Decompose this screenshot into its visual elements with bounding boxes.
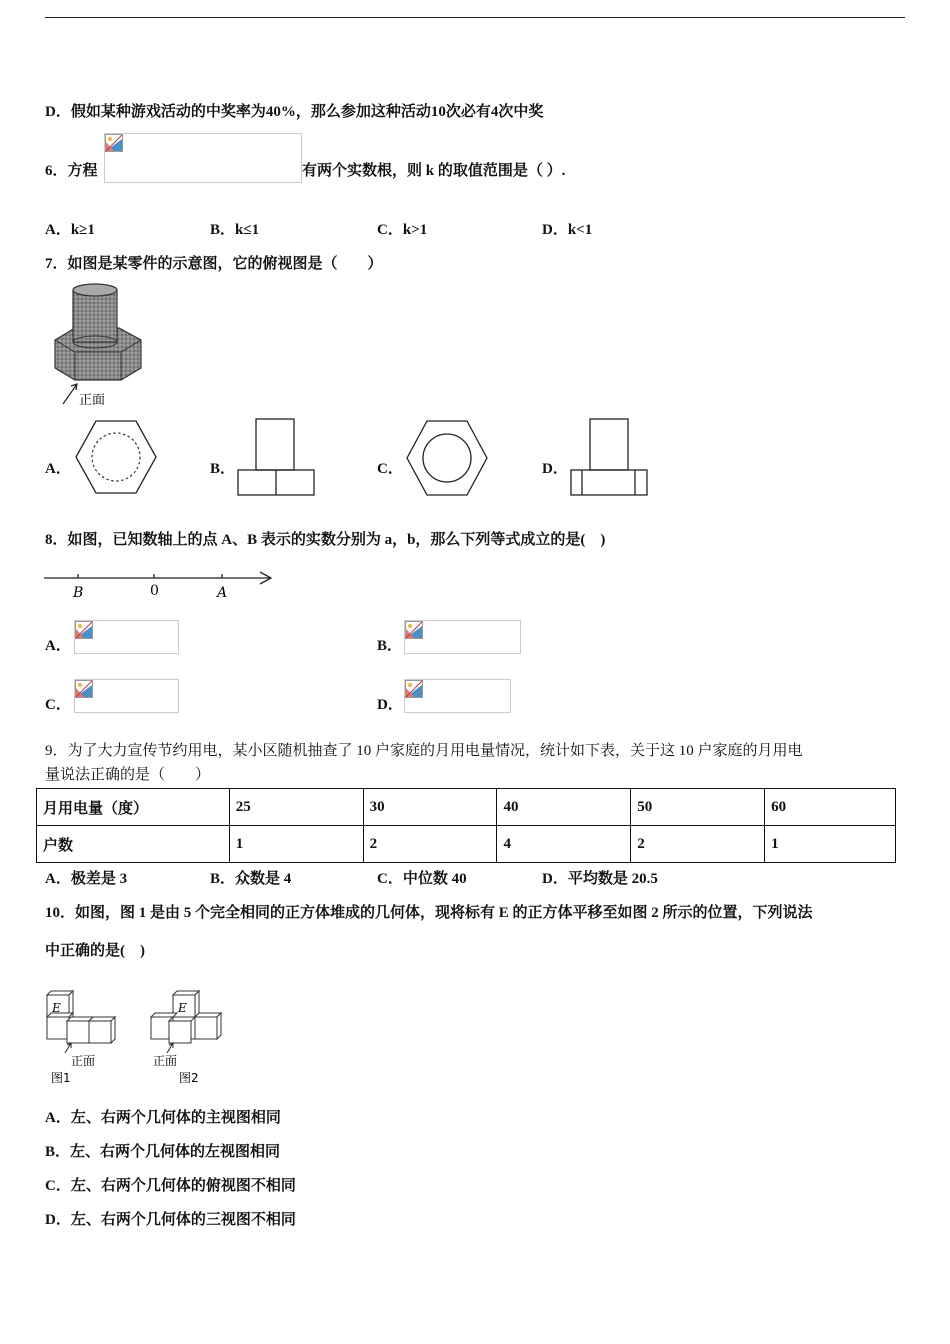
q9-data-table	[36, 788, 896, 863]
q10-option-c: C．左、右两个几何体的俯视图不相同	[45, 1178, 296, 1194]
broken-image-icon	[75, 621, 93, 639]
q10-option-a: A．左、右两个几何体的主视图相同	[45, 1110, 281, 1126]
q10-fig1-caption: 图1	[51, 1071, 71, 1085]
q8-label-b: B	[73, 585, 84, 601]
table-row	[37, 789, 896, 826]
broken-image-icon	[405, 621, 423, 639]
q8-option-a-letter: A．	[45, 638, 71, 654]
q5-option-d: D．假如某种游戏活动的中奖率为40%，那么参加这种活动10次必有4次中奖	[45, 104, 544, 120]
table-cell: 30	[363, 789, 497, 826]
q8-option-c-letter: C．	[45, 697, 71, 713]
q6-suffix: 有两个实数根，则 k 的取值范围是（ ）.	[302, 163, 566, 179]
table-cell: 2	[631, 826, 765, 863]
q7-option-b-letter: B．	[210, 461, 236, 477]
q7-option-d-letter: D．	[542, 461, 568, 477]
q8-stem: 8．如图，已知数轴上的点 A、B 表示的实数分别为 a，b，那么下列等式成立的是( )	[45, 532, 606, 548]
q8-option-d-image	[404, 679, 511, 713]
q7-option-c-letter: C．	[377, 461, 403, 477]
q10-fig2-caption: 图2	[179, 1071, 199, 1085]
q7-option-d-figure	[568, 417, 650, 499]
q6-equation-image	[104, 133, 302, 183]
q10-fig1-e-label: E	[52, 1001, 61, 1015]
q8-label-a: A	[217, 585, 228, 601]
q7-option-b-figure	[236, 417, 318, 499]
q10-stem-line2: 中正确的是( )	[45, 943, 145, 959]
q9-option-b: B．众数是 4	[210, 871, 292, 887]
q7-part-figure	[45, 282, 147, 410]
q6-option-d: D．k<1	[542, 222, 593, 238]
q6-prefix: 6．方程	[45, 163, 98, 179]
table-cell: 4	[497, 826, 631, 863]
q9-stem-line1: 9．为了大力宣传节约用电，某小区随机抽查了 10 户家庭的月用电量情况，统计如下表，关于这 10 户家庭的月用电	[45, 743, 803, 759]
q9-option-d: D．平均数是 20.5	[542, 871, 658, 887]
q7-stem: 7．如图是某零件的示意图，它的俯视图是（ ）	[45, 256, 383, 272]
q9-stem-line2: 量说法正确的是（ ）	[45, 767, 211, 783]
broken-image-icon	[405, 680, 423, 698]
q10-stem-line1: 10．如图，图 1 是由 5 个完全相同的正方体堆成的几何体，现将标有 E 的正方体平移至如图 2 所示的位置，下列说法	[45, 905, 813, 921]
header-rule	[45, 17, 905, 18]
q6-option-b: B．k≤1	[210, 222, 260, 238]
q6-option-a: A．k≥1	[45, 222, 95, 238]
table-cell: 2	[363, 826, 497, 863]
table-cell: 户数	[37, 826, 230, 863]
table-cell: 40	[497, 789, 631, 826]
q7-front-label: 正面	[79, 393, 106, 408]
q10-figures	[43, 983, 231, 1085]
table-cell: 1	[229, 826, 363, 863]
q8-option-d-letter: D．	[377, 697, 403, 713]
table-cell: 60	[765, 789, 896, 826]
table-cell: 25	[229, 789, 363, 826]
q10-fig2-front-label: 正面	[153, 1054, 178, 1068]
table-cell: 月用电量（度）	[37, 789, 230, 826]
q8-option-c-image	[74, 679, 179, 713]
broken-image-icon	[75, 680, 93, 698]
table-row	[37, 826, 896, 863]
q10-option-d: D．左、右两个几何体的三视图不相同	[45, 1212, 296, 1228]
q8-option-b-letter: B．	[377, 638, 403, 654]
q10-fig1-front-label: 正面	[71, 1054, 96, 1068]
q8-option-b-image	[404, 620, 521, 654]
q10-option-b: B．左、右两个几何体的左视图相同	[45, 1144, 281, 1160]
table-cell: 1	[765, 826, 896, 863]
q10-fig2-e-label: E	[178, 1001, 187, 1015]
q7-option-a-figure	[72, 417, 160, 497]
table-cell: 50	[631, 789, 765, 826]
q7-option-c-figure	[403, 417, 491, 499]
q7-option-a-letter: A．	[45, 461, 71, 477]
q8-number-line	[44, 566, 276, 604]
q8-option-a-image	[74, 620, 179, 654]
q6-option-c: C．k>1	[377, 222, 428, 238]
q9-option-a: A．极差是 3	[45, 871, 128, 887]
q8-label-zero: 0	[150, 583, 159, 599]
broken-image-icon	[105, 134, 123, 152]
q9-option-c: C．中位数 40	[377, 871, 467, 887]
